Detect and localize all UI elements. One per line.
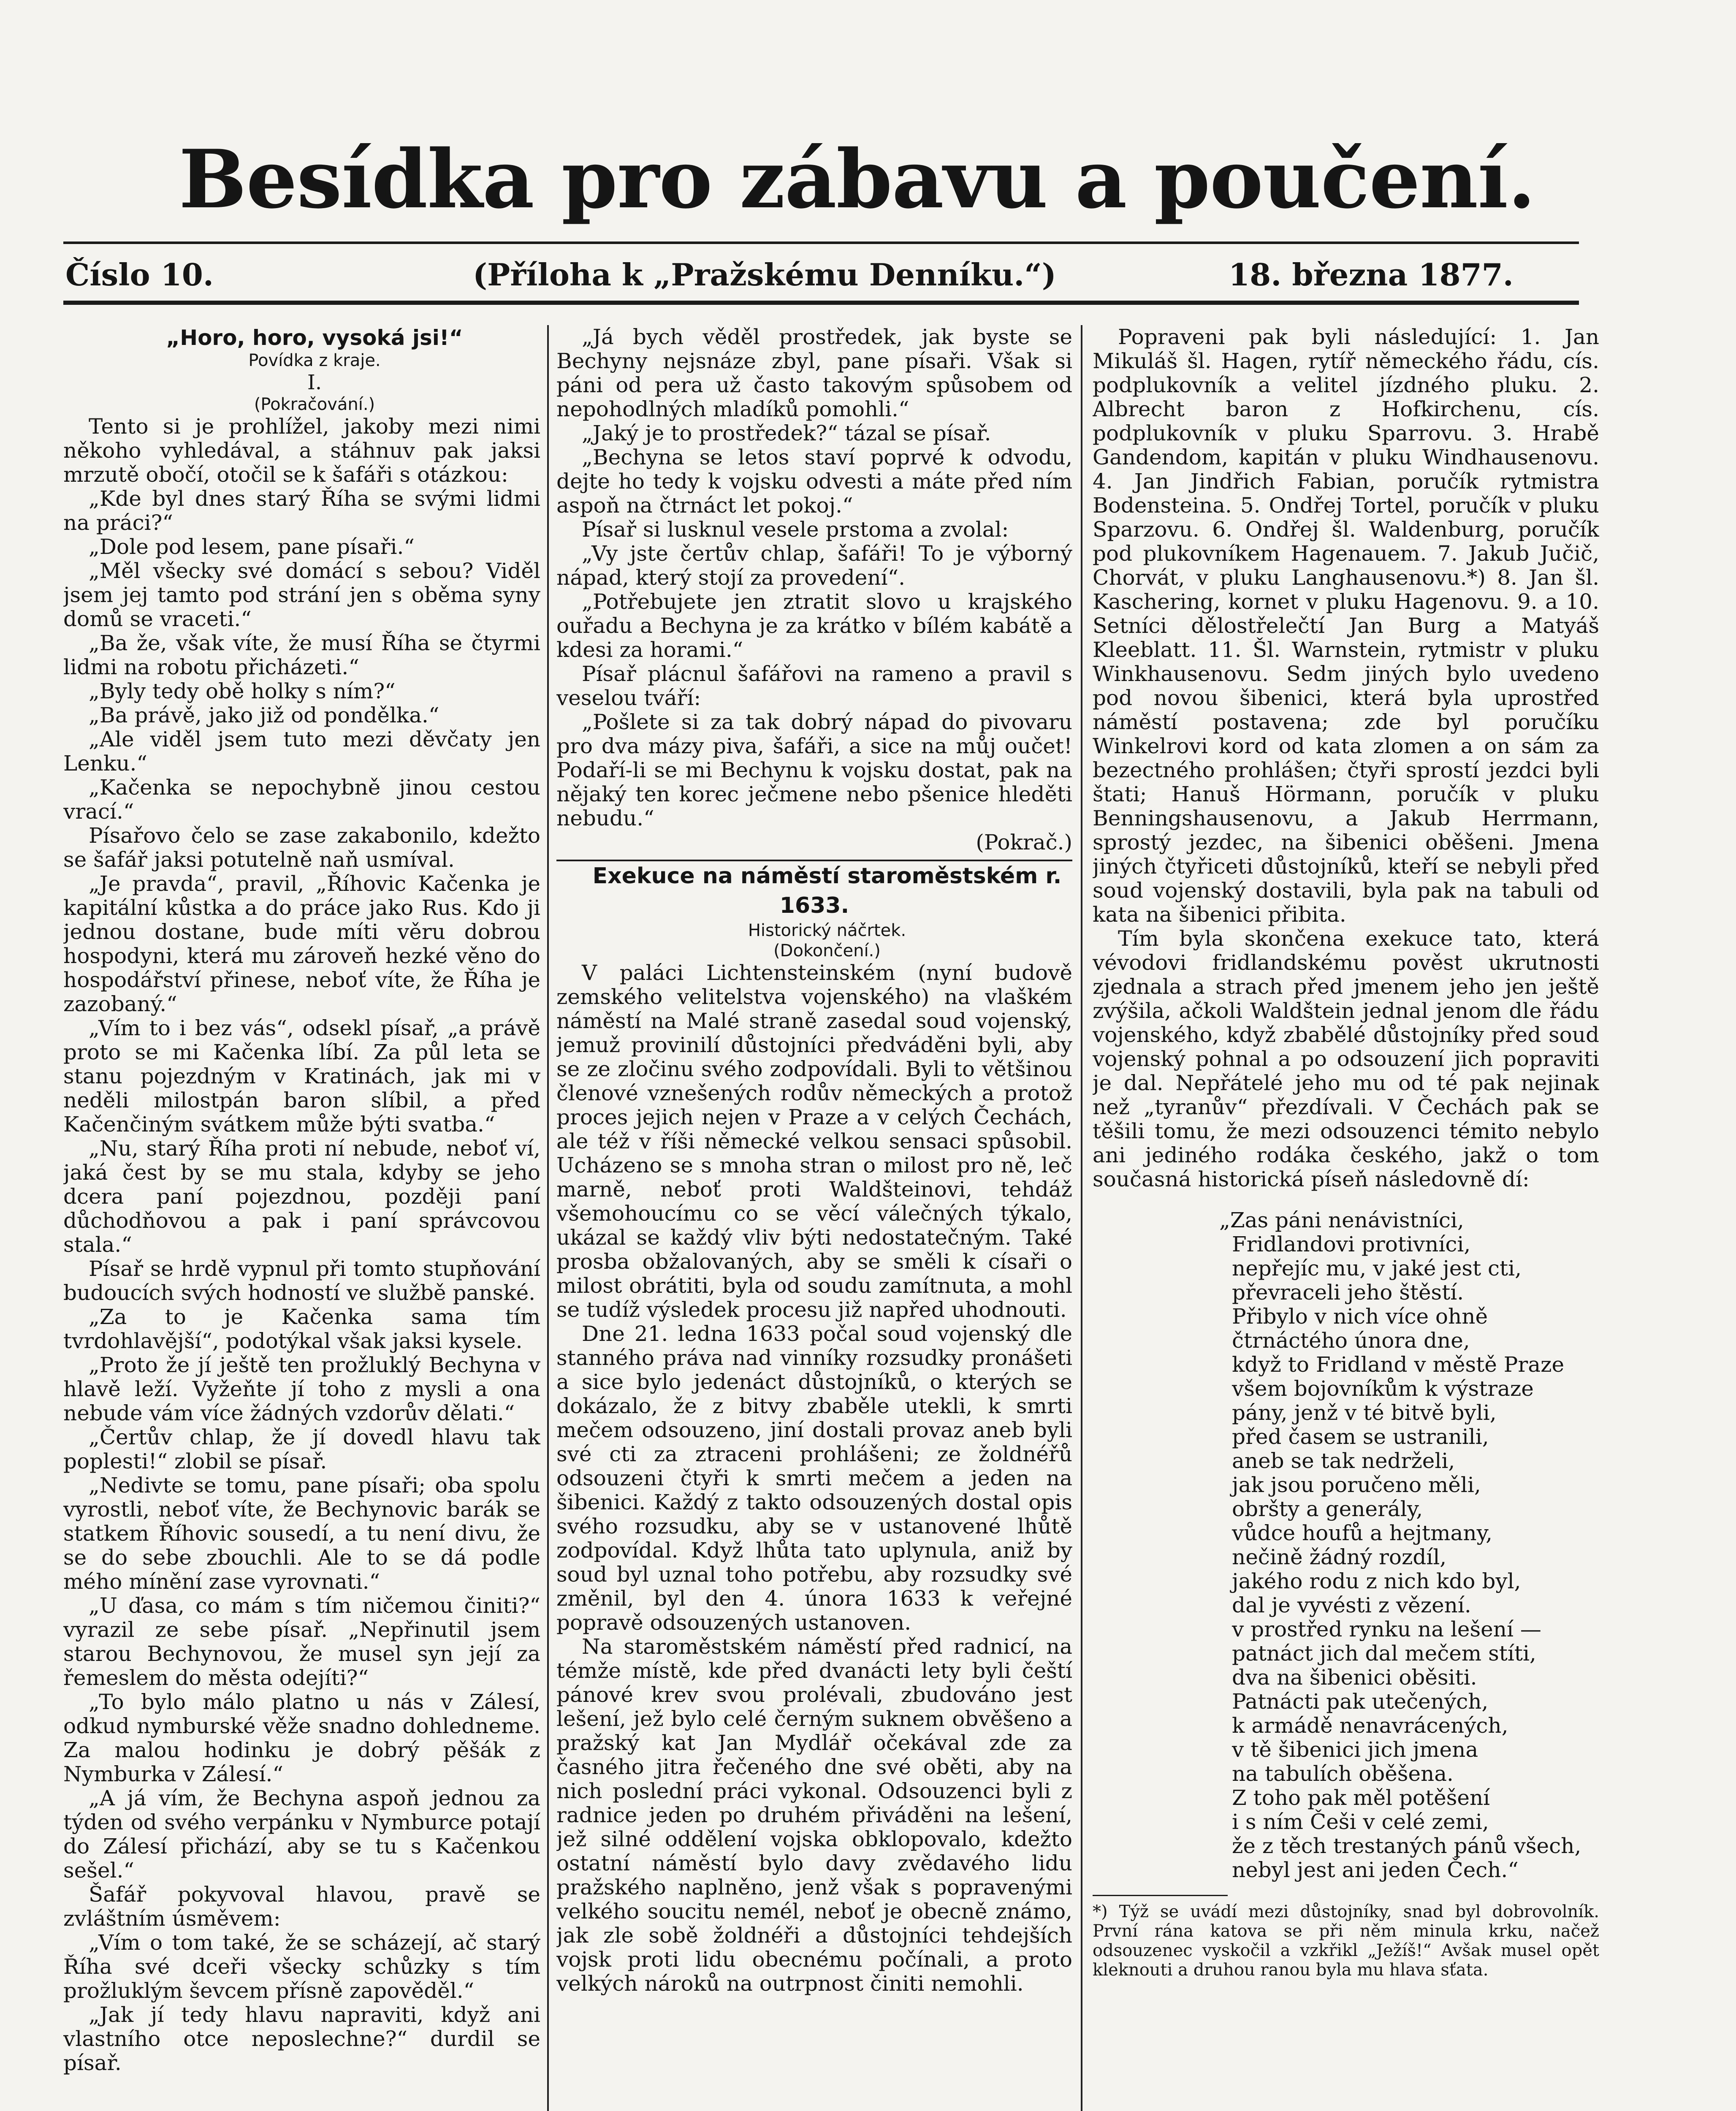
top-rule — [63, 241, 1579, 244]
paragraph: „Ba právě, jako již od pondělka.“ — [89, 703, 439, 727]
paragraph: „Vím to i bez vás“, odsekl písař, „a právě proto se mi Kačenka líbí. Za půl leta se stanu pojezdným v Kratinách, jak mi v neděli milostpán baron slíbil, a před Kačenčiným svátkem může býti svatba.“ — [63, 1016, 540, 1137]
poem-line: obršty a generály, — [1232, 1497, 1423, 1521]
article-title: Exekuce na náměstí staroměstském r. 1633. — [592, 863, 1062, 918]
paragraph: Tím byla skončena exekuce tato, která vévodovi fridlandskému pověst ukrutnosti zjednala a strach před jmenem jeho jen ještě zvýšila, ačkoli Waldštein jednal jenom dle řádu vojenského, když zbabělé důstojníky před soud vojenský pohnal a po odsouzení jich popraviti je dal. Nepřátelé jeho mu od té pak nejinak než „tyranův“ přezdívali. V Čechách pak se těšili tomu, že mezi odsouzenci témito nebylo ani jediného rodáka českého, jakž o tom současná historická píseň následovně dí: — [1093, 926, 1599, 1191]
paragraph: Písař plácnul šafářovi na rameno a pravil s veselou tváří: — [556, 662, 1072, 710]
paragraph: „Jak jí tedy hlavu napraviti, když ani vlastního otce neposlechne?“ durdil se písař. — [63, 2002, 540, 2075]
poem-line: Fridlandovi protivníci, — [1232, 1232, 1471, 1256]
column-1 — [63, 325, 540, 2111]
continued-mark: (Pokrač.) — [976, 830, 1072, 855]
poem-line: dal je vyvésti z vězení. — [1232, 1593, 1471, 1617]
paragraph: „Kde byl dnes starý Říha se svými lidmi na práci?“ — [63, 486, 540, 535]
paragraph: „Vy jste čertův chlap, šafáři! To je výborný nápad, který stojí za provedení“. — [556, 541, 1072, 590]
poem-line: před časem se ustranili, — [1232, 1425, 1489, 1449]
paragraph: Popraveni pak byli následující: 1. Jan Mikuláš šl. Hagen, rytíř německého řádu, cís. podplukovník a velitel jízdného pluku. 2. Albrecht baron z Hofkirchenu, cís. podplukovník v pluku Sparrovu. 3. Hrabě Gandendom, kapitán v pluku Windhausenovu. 4. Jan Jindřich Fabian, poručík rytmistra Bodensteina. 5. Ondřej Tortel, poručík v pluku Sparzovu. 6. Ondřej šl. Waldenburg, poručík pod plukovníkem Hagenauem. 7. Jakub Jučič, Chorvát, v pluku Langhausenovu.*) 8. Jan šl. Kaschering, kornet v pluku Hagenovu. 9. a 10. Setníci dělostřelečtí Jan Burg a Matyáš Kleeblatt. 11. Šl. Warnstein, rytmistr v pluku Winkhausenovu. Sedm jiných bylo uvedeno pod novou šibenici, která byla uprostřed náměstí postavena; zde byl poručíku Winkelrovi kord od kata zlomen a on sám za bezectného prohlášen; čtyři sprostí jezdci byli štati; Hanuš Hörmann, poručík v pluku Benningshausenovu, a Jakub Herrmann, sprostý jezdec, na šibenici oběšeni. Jmena jiných čtyřiceti důstojníků, kteří se nebyli před soud vojenský dostavili, byla pak na tabuli od kata na šibenici přibita. — [1093, 325, 1599, 927]
footnote: *) Týž se uvádí mezi důstojníky, snad byl dobrovolník. První rána katova se při něm minula krku, načež odsouzenec vyskočil a vzkřikl „Ježíš!“ Avšak musel opět kleknouti a druhou ranou byla mu hlava sťata. — [1093, 1902, 1599, 1980]
story-part: I. — [307, 371, 322, 394]
poem-line: v prostřed rynku na lešení — — [1232, 1617, 1541, 1642]
column-divider — [547, 325, 549, 2111]
paragraph: Šafář pokyvoval hlavou, pravě se zvláštním úsměvem: — [63, 1882, 540, 1931]
paragraph: „Jaký je to prostředek?“ tázal se písař. — [582, 421, 991, 445]
paragraph: Písař si lusknul vesele prstoma a zvolal: — [582, 517, 1009, 542]
paragraph: „Vím o tom také, že se scházejí, ač starý Říha své dceři všecky schůzky s tím prožluklým ševcem přísně zapověděl.“ — [63, 1930, 540, 2003]
poem-line: pány, jenž v té bitvě byli, — [1232, 1400, 1497, 1425]
column-3 — [1093, 325, 1599, 2111]
story-title: „Horo, horo, vysoká jsi!“ — [166, 326, 463, 350]
paragraph: „Za to je Kačenka sama tím tvrdohlavější“, podotýkal však jaksi kysele. — [63, 1305, 540, 1353]
paragraph: „A já vím, že Bechyna aspoň jednou za týden od svého verpánku v Nymburce potají do Zálesí přichází, aby se tu s Kačenkou sešel.“ — [63, 1786, 540, 1883]
poem-line: nebyl jest ani jeden Čech.“ — [1232, 1858, 1519, 1882]
poem-line: Z toho pak měl potěšení — [1232, 1785, 1490, 1810]
story-subtitle: Povídka z kraje. — [248, 351, 381, 370]
paragraph: „Bechyna se letos staví poprvé k odvodu, dejte ho tedy k vojsku odvesti a máte před ním aspoň na čtrnáct let pokoj.“ — [556, 445, 1072, 518]
poem-line: na tabulích oběšena. — [1232, 1761, 1454, 1786]
poem-line: všem bojovníkům k výstraze — [1232, 1376, 1534, 1401]
poem-line: nečině žádný rozdíl, — [1232, 1545, 1447, 1569]
paragraph: „Nedivte se tomu, pane písaři; oba spolu vyrostli, neboť víte, že Bechynovic barák se statkem Říhovic sousedí, a tu není divu, že se do sebe zbouchli. Ale to se dá podle mého mínění zase vyrovnati.“ — [63, 1473, 540, 1594]
column-2 — [556, 325, 1072, 2111]
paragraph: „Pošlete si za tak dobrý nápad do pivovaru pro dva mázy piva, šafáři, a sice na můj oučet! Podaří-li se mi Bechynu k vojsku dostat, pak na nějaký ten korec ječmene nebo pšenice hleděti nebudu.“ — [556, 710, 1072, 830]
poem-line: i s ním Češi v celé zemi, — [1232, 1810, 1489, 1834]
article-subtitle: Historický náčrtek. — [748, 921, 906, 940]
poem-line: „Zas páni nenávistníci, — [1219, 1208, 1464, 1232]
paragraph: „Čertův chlap, že jí dovedl hlavu tak poplesti!“ zlobil se písař. — [63, 1425, 540, 1473]
poem-line: čtrnáctého února dne, — [1232, 1328, 1470, 1353]
paragraph: Písař se hrdě vypnul při tomto stupňování budoucích svých hodností ve službě panské. — [63, 1256, 540, 1305]
article-continuation: (Dokončení.) — [773, 941, 881, 961]
poem — [1219, 1208, 1599, 1882]
paragraph: Na staroměstském náměstí před radnicí, na témže místě, kde před dvanácti lety byli čeští pánové krev svou prolévali, zbudováno jest lešení, jež bylo celé černým suknem obvěšeno a pražský kat Jan Mydlář očekával zde za časného jitra řečeného dne své oběti, aby na nich poslední práci vykonal. Odsouzenci byli z radnice jeden po druhém přiváděni na lešení, jež silné oddělení vojska obklopovalo, kdežto ostatní náměstí bylo davy zvědavého lidu pražského naplněno, jenž však s popravenými velkého soucitu nemél, neboť je obecně známo, jak zle sobě žoldnéři a důstojníci tehdejších vojsk proti lidu obecnému počínali, a proto velkých nároků na outrpnost činiti nemohli. — [556, 1634, 1072, 1996]
poem-line: patnáct jich dal mečem stíti, — [1232, 1641, 1536, 1666]
poem-line: aneb se tak nedrželi, — [1232, 1449, 1455, 1473]
poem-line: Patnácti pak utečených, — [1232, 1689, 1489, 1714]
paragraph: Písařovo čelo se zase zakabonilo, kdežto se šafář jaksi potutelně naň usmíval. — [63, 823, 540, 872]
paragraph: „To bylo málo platno u nás v Zálesí, odkud nymburské věže snadno dohledneme. Za malou hodinku je dobrý pěšák z Nymburka v Zálesí.“ — [63, 1690, 540, 1786]
paragraph: Tento si je prohlížel, jakoby mezi nimi někoho vyhledával, a stáhnuv pak jaksi mrzutě obočí, otočil se k šafáři s otázkou: — [63, 414, 540, 487]
paragraph: „Nu, starý Říha proti ní nebude, neboť ví, jaká čest by se mu stala, kdyby se jeho dcera paní pojezdnou, později paní důchodňovou a pak i paní správcovou stala.“ — [63, 1136, 540, 1257]
poem-line: že z těch trestaných pánů všech, — [1232, 1834, 1581, 1858]
paragraph: Dne 21. ledna 1633 počal soud vojenský dle stanného práva nad vinníky rozsudky pronášeti a sice bylo jedenáct důstojníků, o kterých se dokázalo, že z bitvy zbaběle utekli, k smrti mečem odsouzeno, jiní dostali provaz aneb byli své cti za ztraceni prohlášeni; ze žoldnéřů odsouzeni čtyři k smrti mečem a jeden na šibenici. Každý z takto odsouzených dostal opis svého rozsudku, aby se v ustanovené lhůtě zodpovídal. Když lhůta tato uplynula, aniž by soud byl uznal toho potřebu, aby rozsudky své změnil, byl den 4. února 1633 k veřejné popravě odsouzených ustanoven. — [556, 1321, 1072, 1635]
poem-line: vůdce houfů a hejtmany, — [1232, 1521, 1493, 1545]
paragraph: V paláci Lichtensteinském (nyní budově zemského velitelstva vojenského) na vlaškém náměstí na Malé straně zasedal soud vojenský, jemuž provinilí důstojníci předváděni byli, aby se ze zločinu svého zodpovídali. Byli to většinou členové vznešených rodův německých a protož proces jejich nejen v Praze a v celých Čechách, ale též v říši německé velkou sensaci spůsobil. Ucházeno se s mnoha stran o milost pro ně, leč marně, neboť proti Waldšteinovi, tehdáž všemohoucímu co se věcí válečných týkalo, ukázal se každý vliv býti nedostatečným. Také prosba obžalovaných, aby se směli k císaři o milost obrátiti, byla od soudu zamítnuta, a mohl se tudíž výsledek procesu již napřed uhodnouti. — [556, 961, 1072, 1322]
poem-line: Přibylo v nich více ohně — [1232, 1304, 1488, 1329]
section-rule — [556, 860, 1072, 861]
bottom-rule — [63, 301, 1579, 305]
poem-line: jak jsou poručeno měli, — [1232, 1473, 1481, 1497]
paragraph: „Proto že jí ještě ten prožluklý Bechyna v hlavě leží. Vyžeňte jí toho z mysli a ona nebude vám více žádných vzdorův dělati.“ — [63, 1353, 540, 1425]
paragraph: „Potřebujete jen ztratit slovo u krajského ouřadu a Bechyna je za krátko v bílém kabátě a kdesi za horami.“ — [556, 589, 1072, 662]
paragraph: „Já bych věděl prostředek, jak byste se Bechyny nejsnáze zbyl, pane písaři. Však si páni od pera už často takovým spůsobem od nepohodlných mladíků pomohli.“ — [556, 325, 1072, 421]
paragraph: „Kačenka se nepochybně jinou cestou vrací.“ — [63, 775, 540, 824]
story-continuation: (Pokračování.) — [254, 395, 375, 414]
poem-line: v tě šibenici jich jmena — [1232, 1737, 1478, 1762]
paragraph: „Dole pod lesem, pane písaři.“ — [89, 535, 415, 559]
poem-line: dva na šibenici oběsiti. — [1232, 1665, 1477, 1690]
paragraph: „Ale viděl jsem tuto mezi děvčaty jen Lenku.“ — [63, 727, 540, 776]
poem-line: nepřejíc mu, v jaké jest cti, — [1232, 1256, 1522, 1281]
poem-line: jakého rodu z nich kdo byl, — [1232, 1569, 1521, 1593]
paragraph: „Měl všecky své domácí s sebou? Viděl jsem jej tamto pod strání jen s oběma syny domů se vraceti.“ — [63, 559, 540, 631]
poem-line: k armádě nenavrácených, — [1232, 1713, 1508, 1738]
paragraph: „Ba že, však víte, že musí Říha se čtyrmi lidmi na robotu přicházeti.“ — [63, 631, 540, 679]
masthead: Besídka pro zábavu a poučení. — [179, 132, 1535, 226]
paragraph: „Je pravda“, pravil, „Říhovic Kačenka je kapitální kůstka a do práce jako Rus. Kdo ji jednou dostane, bude míti věru dobrou hospodyni, která mu zároveň hezké věno do hospodářství přinese, neboť víte, že Říha je zazobaný.“ — [63, 871, 540, 1016]
issue-number: Číslo 10. — [65, 257, 214, 293]
column-divider — [1081, 325, 1082, 2111]
poem-line: převraceli jeho štěstí. — [1232, 1280, 1464, 1305]
poem-line: když to Fridland v městě Praze — [1232, 1352, 1565, 1377]
paragraph: „Byly tedy obě holky s ním?“ — [89, 679, 396, 703]
paragraph: „U ďasa, co mám s tím ničemou činiti?“ vyrazil ze sebe písař. „Nepřinutil jsem starou Bechynovou, že musel syn její za řemeslem do města odejíti?“ — [63, 1593, 540, 1690]
footnote-rule — [1093, 1895, 1228, 1896]
issue-date: 18. března 1877. — [1229, 257, 1514, 293]
supplement-note: (Příloha k „Pražskému Denníku.“) — [473, 257, 1056, 293]
